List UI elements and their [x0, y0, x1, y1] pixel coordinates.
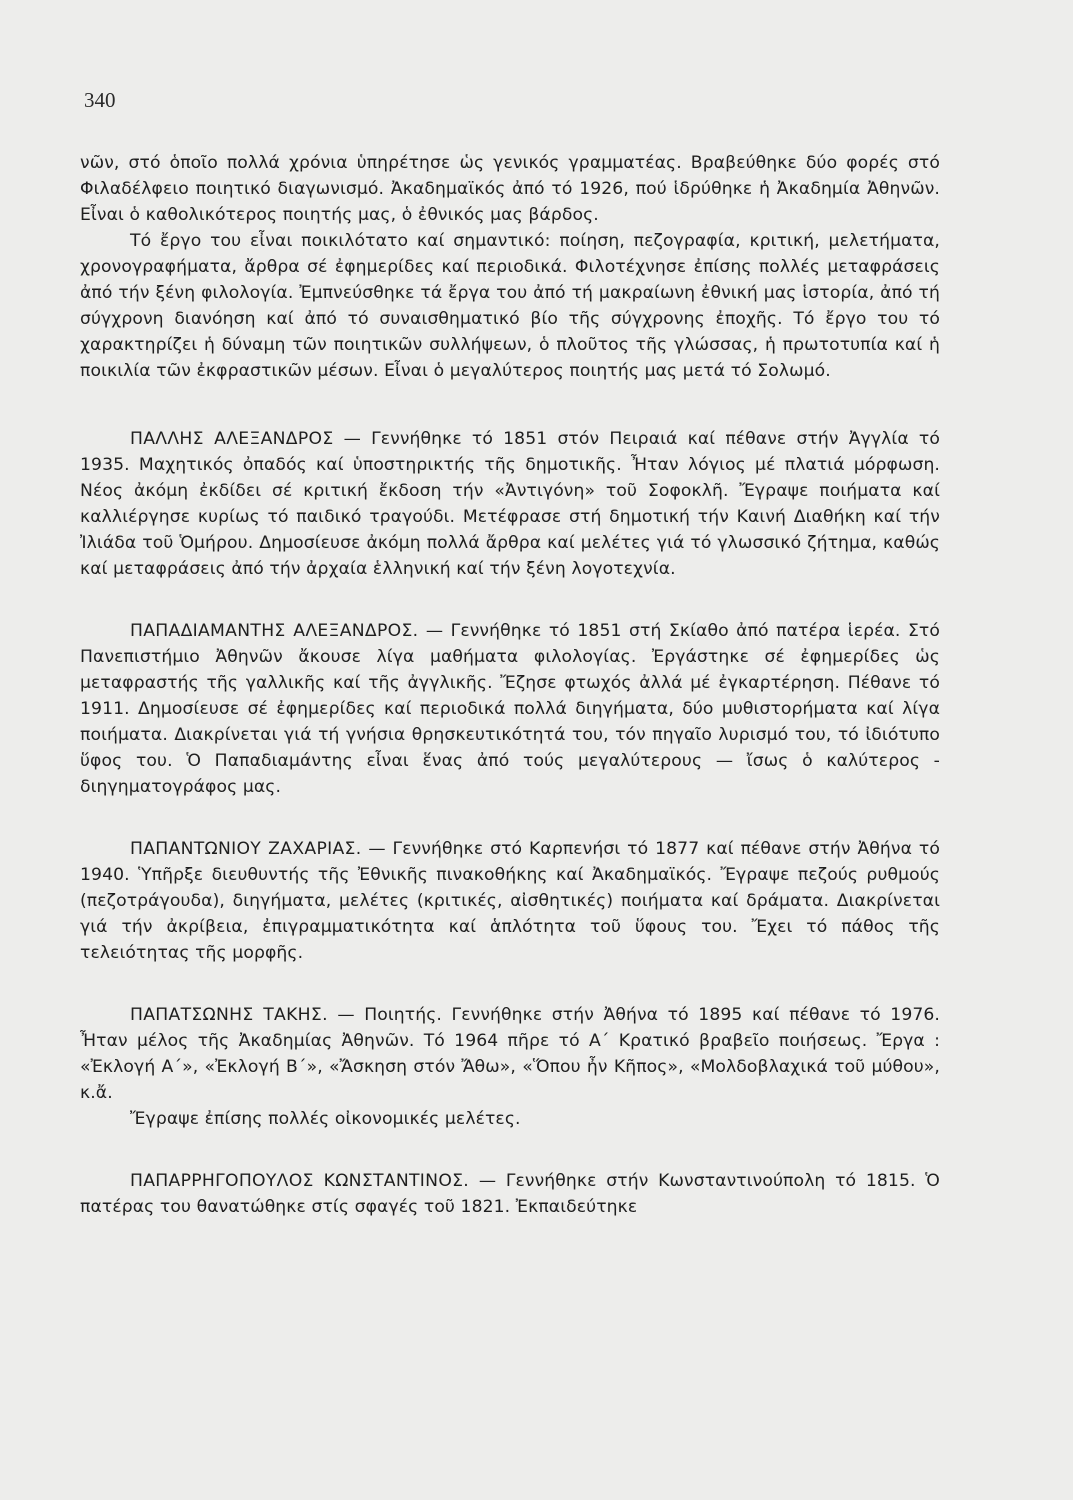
entry-paragraph	[80, 836, 940, 966]
entry-name: ΠΑΠΑΔΙΑΜΑΝΤΗΣ ΑΛΕΞΑΝΔΡΟΣ.	[130, 621, 419, 641]
entry-text: — Ποιητής. Γεννήθηκε στήν Ἀθήνα τό 1895 καί πέθανε τό 1976. Ἦταν μέλος τῆς Ἀκαδημίας Ἀθηνῶν. Τό 1964 πῆρε τό Α΄ Κρατικό βραβεῖο ποιήσεως. Ἔργα : «Ἐκλογή Α΄», «Ἐκλογή Β΄», «Ἄσκηση στόν Ἄθω», «Ὅπου ἦν Κῆπος», «Μολδοβλαχικά τοῦ μύθου», κ.ἄ.	[80, 1005, 940, 1103]
entry-paragraph	[80, 618, 940, 800]
entry-paragraph	[80, 426, 940, 582]
entry-name: ΠΑΠΑΤΣΩΝΗΣ ΤΑΚΗΣ.	[130, 1005, 328, 1025]
entry-text: — Γεννήθηκε τό 1851 στή Σκίαθο ἀπό πατέρα ἱερέα. Στό Πανεπιστήμιο Ἀθηνῶν ἄκουσε λίγα μαθήματα φιλολογίας. Ἐργάστηκε σέ ἐφημερίδες ὡς μεταφραστής τῆς γαλλικῆς καί τῆς ἀγγλικῆς. Ἔζησε φτωχός ἀλλά μέ ἐγκαρτέρηση. Πέθανε τό 1911. Δημοσίευσε σέ ἐφημερίδες καί περιοδικά πολλά διηγήματα, δύο μυθιστορήματα καί λίγα ποιήματα. Διακρίνεται γιά τή γνήσια θρησκευτικότητά του, τόν πηγαῖο λυρισμό του, τό ἰδιότυπο ὕφος του. Ὁ Παπαδιαμάντης εἶναι ἕνας ἀπό τούς μεγαλύτερους — ἴσως ὁ καλύτερος - διηγηματογράφος μας.	[80, 621, 940, 797]
entry-follow-paragraph: Ἔγραψε ἐπίσης πολλές οἰκονομικές μελέτες.	[130, 1109, 521, 1129]
page-body	[80, 150, 940, 1220]
entry-name: ΠΑΛΛΗΣ ΑΛΕΞΑΝΔΡΟΣ	[130, 429, 334, 449]
entry-papatsonis	[80, 1002, 940, 1132]
entry-text: — Γεννήθηκε στό Καρπενήσι τό 1877 καί πέθανε στήν Ἀθήνα τό 1940. Ὑπῆρξε διευθυντής τῆς Ἐθνικῆς πινακοθήκης καί Ἀκαδημαϊκός. Ἔγραψε πεζούς ρυθμούς (πεζοτράγουδα), διηγήματα, μελέτες (κριτικές, αἰσθητικές) ποιήματα καί δράματα. Διακρίνεται γιά τήν ἀκρίβεια, ἐπιγραμματικότητα καί ἁπλότητα τοῦ ὕφους του. Ἔχει τό πάθος τῆς τελειότητας τῆς μορφῆς.	[80, 839, 940, 963]
entry-papantoniou	[80, 836, 940, 966]
entry-name: ΠΑΠΑΡΡΗΓΟΠΟΥΛΟΣ ΚΩΝΣΤΑΝΤΙΝΟΣ.	[130, 1171, 470, 1191]
entry-paparrigopoulos	[80, 1168, 940, 1220]
page-number: 340	[84, 88, 116, 112]
entry-papadiamantis	[80, 618, 940, 800]
entry-text: — Γεννήθηκε τό 1851 στόν Πειραιά καί πέθανε στήν Ἀγγλία τό 1935. Μαχητικός ὀπαδός καί ὑποστηρικτής τῆς δημοτικῆς. Ἦταν λόγιος μέ πλατιά μόρφωση. Νέος ἀκόμη ἐκδίδει σέ κριτική ἔκδοση τήν «Ἀντιγόνη» τοῦ Σοφοκλῆ. Ἔγραψε ποιήματα καί καλλιέργησε κυρίως τό παιδικό τραγούδι. Μετέφρασε στή δημοτική τήν Καινή Διαθήκη καί τήν Ἰλιάδα τοῦ Ὁμήρου. Δημοσίευσε ἀκόμη πολλά ἄρθρα καί μελέτες γιά τό γλωσσικό ζήτημα, καθώς καί μεταφράσεις ἀπό τήν ἀρχαία ἑλληνική καί τήν ξένη λογοτεχνία.	[80, 429, 940, 579]
entry-text: — Γεννήθηκε στήν Κωνσταντινούπολη τό 1815. Ὁ πατέρας του θανατώθηκε στίς σφαγές τοῦ 1821. Ἐκπαιδεύτηκε	[80, 1171, 940, 1217]
entry-paragraph	[80, 1168, 940, 1220]
entry-pallis	[80, 426, 940, 582]
intro-paragraph-2: Τό ἔργο του εἶναι ποικιλότατο καί σημαντικό: ποίηση, πεζογραφία, κριτική, μελετήματα, χρονογραφήματα, ἄρθρα σέ ἐφημερίδες καί περιοδικά. Φιλοτέχνησε ἐπίσης πολλές μεταφράσεις ἀπό τήν ξένη φιλολογία. Ἐμπνεύσθηκε τά ἔργα του ἀπό τή μακραίωνη ἐθνική μας ἱστορία, ἀπό τή σύγχρονη διανόηση καί ἀπό τό συναισθηματικό βίο τῆς σύγχρονης ἐποχῆς. Τό ἔργο του τό χαρακτηρίζει ἡ δύναμη τῶν ποιητικῶν συλλήψεων, ὁ πλοῦτος τῆς γλώσσας, ἡ πρωτοτυπία καί ἡ ποικιλία τῶν ἐκφραστικῶν μέσων. Εἶναι ὁ μεγαλύτερος ποιητής μας μετά τό Σολωμό.	[80, 231, 940, 381]
entry-paragraph	[80, 1002, 940, 1106]
intro-paragraph-1: νῶν, στό ὁποῖο πολλά χρόνια ὑπηρέτησε ὡς γενικός γραμματέας. Βραβεύθηκε δύο φορές στό Φιλαδέλφειο ποιητικό διαγωνισμό. Ἀκαδημαϊκός ἀπό τό 1926, πού ἱδρύθηκε ἡ Ἀκαδημία Ἀθηνῶν. Εἶναι ὁ καθολικότερος ποιητής μας, ὁ ἐθνικός μας βάρδος.	[80, 153, 940, 225]
entry-name: ΠΑΠΑΝΤΩΝΙΟΥ ΖΑΧΑΡΙΑΣ.	[130, 839, 362, 859]
